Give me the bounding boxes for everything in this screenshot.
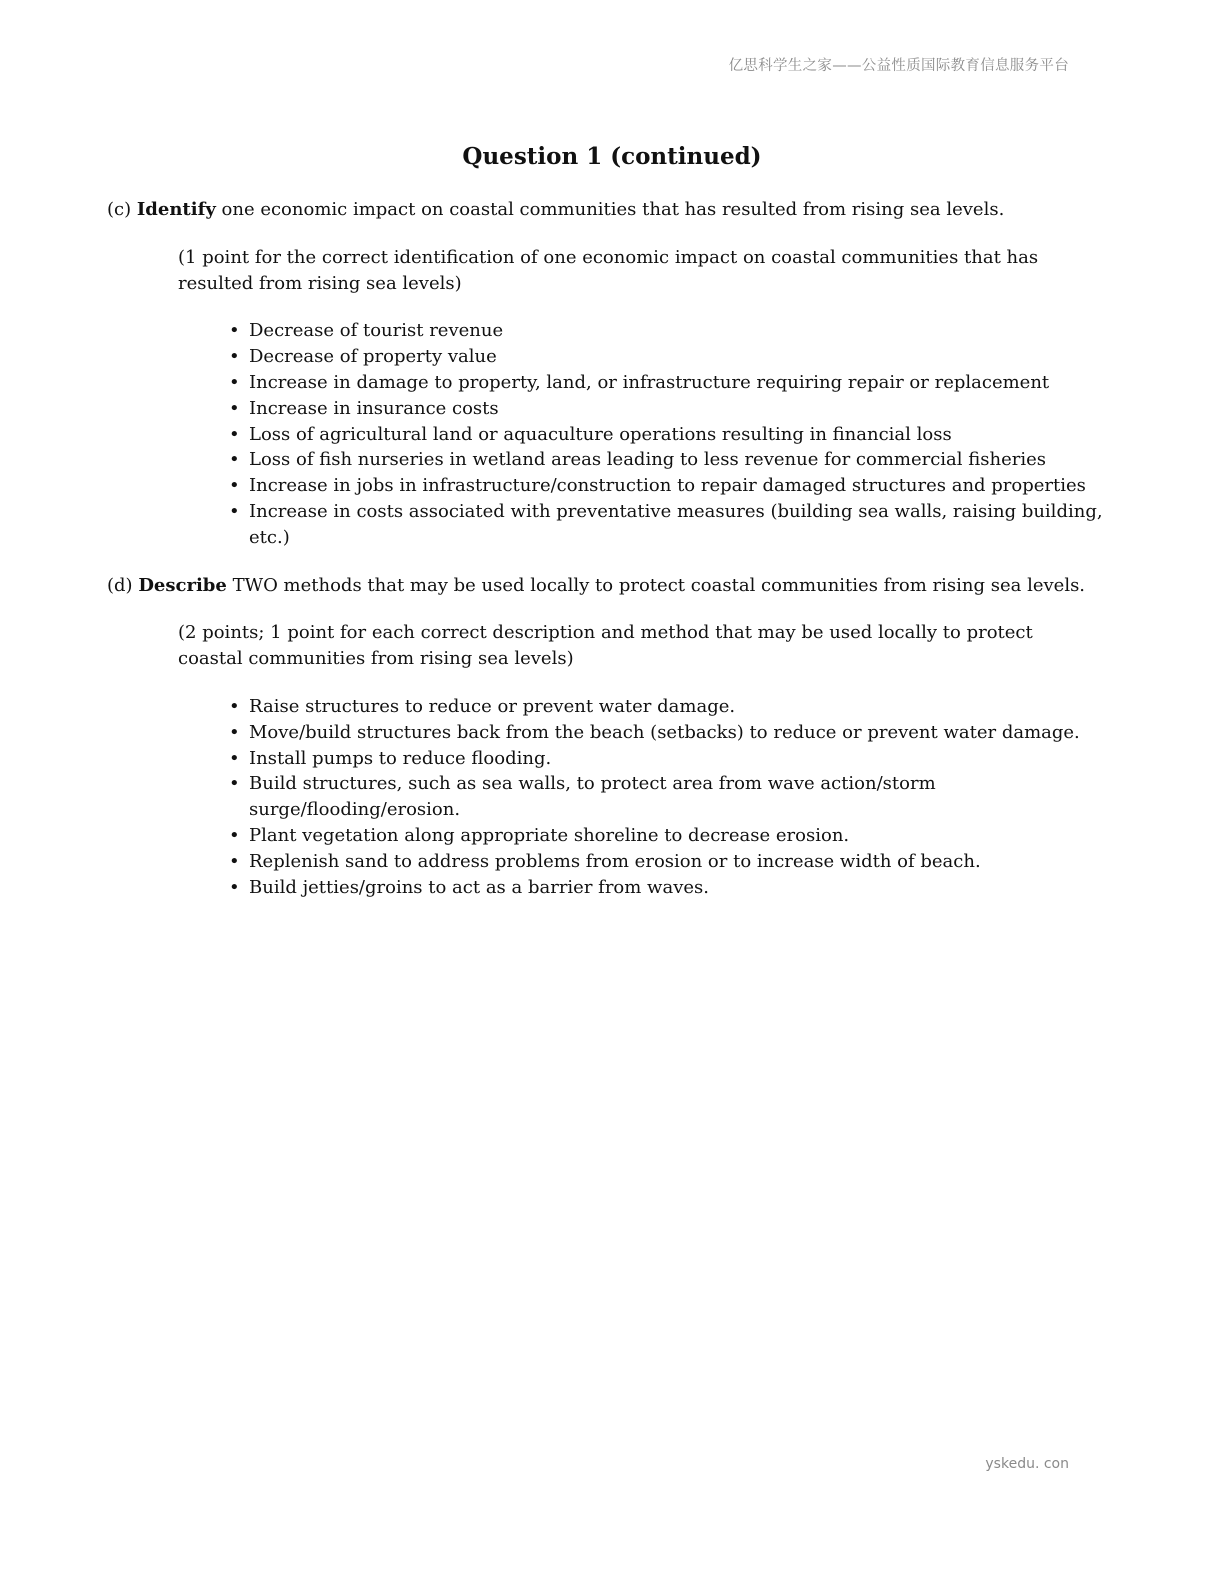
bullet-icon: • [229, 397, 240, 419]
header-watermark: 亿思科学生之家——公益性质国际教育信息服务平台 [728, 58, 1069, 74]
question-d-label: (d) [107, 574, 133, 596]
list-item: • Increase in insurance costs [249, 396, 1109, 422]
answer-list-d [178, 694, 1109, 900]
bullet-icon: • [229, 449, 240, 471]
scoring-note-c: (1 point for the correct identification of one economic impact on coastal communities that has resulted from rising sea levels) [178, 246, 1039, 294]
bullet-icon: • [229, 475, 240, 497]
page-title: Question 1 (continued) [462, 143, 762, 170]
bullet-icon: • [229, 320, 240, 342]
list-item: • Move/build structures back from the beach (setbacks) to reduce or prevent water damage. [249, 720, 1109, 746]
bullet-icon: • [229, 423, 240, 445]
bullet-icon: • [229, 850, 240, 872]
bullet-icon: • [229, 721, 240, 743]
question-c-verb: Identify [136, 199, 216, 220]
list-item: • Install pumps to reduce flooding. [249, 746, 1109, 772]
question-d-verb: Describe [138, 574, 227, 596]
list-item: • Loss of fish nurseries in wetland areas leading to less revenue for commercial fisheries [249, 447, 1109, 473]
bullet-icon: • [229, 346, 240, 368]
question-d-prompt: TWO methods that may be used locally to protect coastal communities from rising sea levels. [232, 574, 1086, 596]
bullet-icon: • [229, 747, 240, 769]
answer-list-c [178, 318, 1109, 550]
list-item: • Increase in costs associated with preventative measures (building sea walls, raising building, etc.) [229, 500, 1103, 548]
bullet-icon: • [229, 695, 240, 717]
scoring-note-d: (2 points; 1 point for each correct description and method that may be used locally to protect coastal communities from rising sea levels) [178, 622, 1033, 670]
bullet-icon: • [229, 773, 240, 795]
list-item: • Build structures, such as sea walls, to protect area from wave action/storm surge/flooding/erosion. [229, 773, 936, 821]
list-item: • Increase in jobs in infrastructure/construction to repair damaged structures and properties [249, 473, 1109, 499]
question-d [107, 573, 1107, 599]
list-item: • Increase in damage to property, land, or infrastructure requiring repair or replacement [249, 370, 1109, 396]
bullet-icon: • [229, 876, 240, 898]
footer-watermark: yskedu. con [985, 1456, 1069, 1472]
question-c-prompt: one economic impact on coastal communities that has resulted from rising sea levels. [221, 199, 1005, 220]
list-item: • Loss of agricultural land or aquaculture operations resulting in financial loss [249, 422, 1109, 448]
list-item: • Plant vegetation along appropriate shoreline to decrease erosion. [249, 823, 1109, 849]
list-item: • Build jetties/groins to act as a barrier from waves. [249, 875, 1109, 901]
bullet-icon: • [229, 500, 240, 522]
list-item: • Decrease of tourist revenue [249, 318, 1109, 344]
list-item: • Raise structures to reduce or prevent water damage. [249, 694, 1109, 720]
bullet-icon: • [229, 824, 240, 846]
list-item: • Replenish sand to address problems from erosion or to increase width of beach. [249, 849, 1109, 875]
bullet-icon: • [229, 371, 240, 393]
list-item: • Decrease of property value [249, 344, 1109, 370]
document-body [107, 197, 1107, 900]
question-c [107, 197, 1107, 223]
question-c-label: (c) [107, 199, 132, 220]
